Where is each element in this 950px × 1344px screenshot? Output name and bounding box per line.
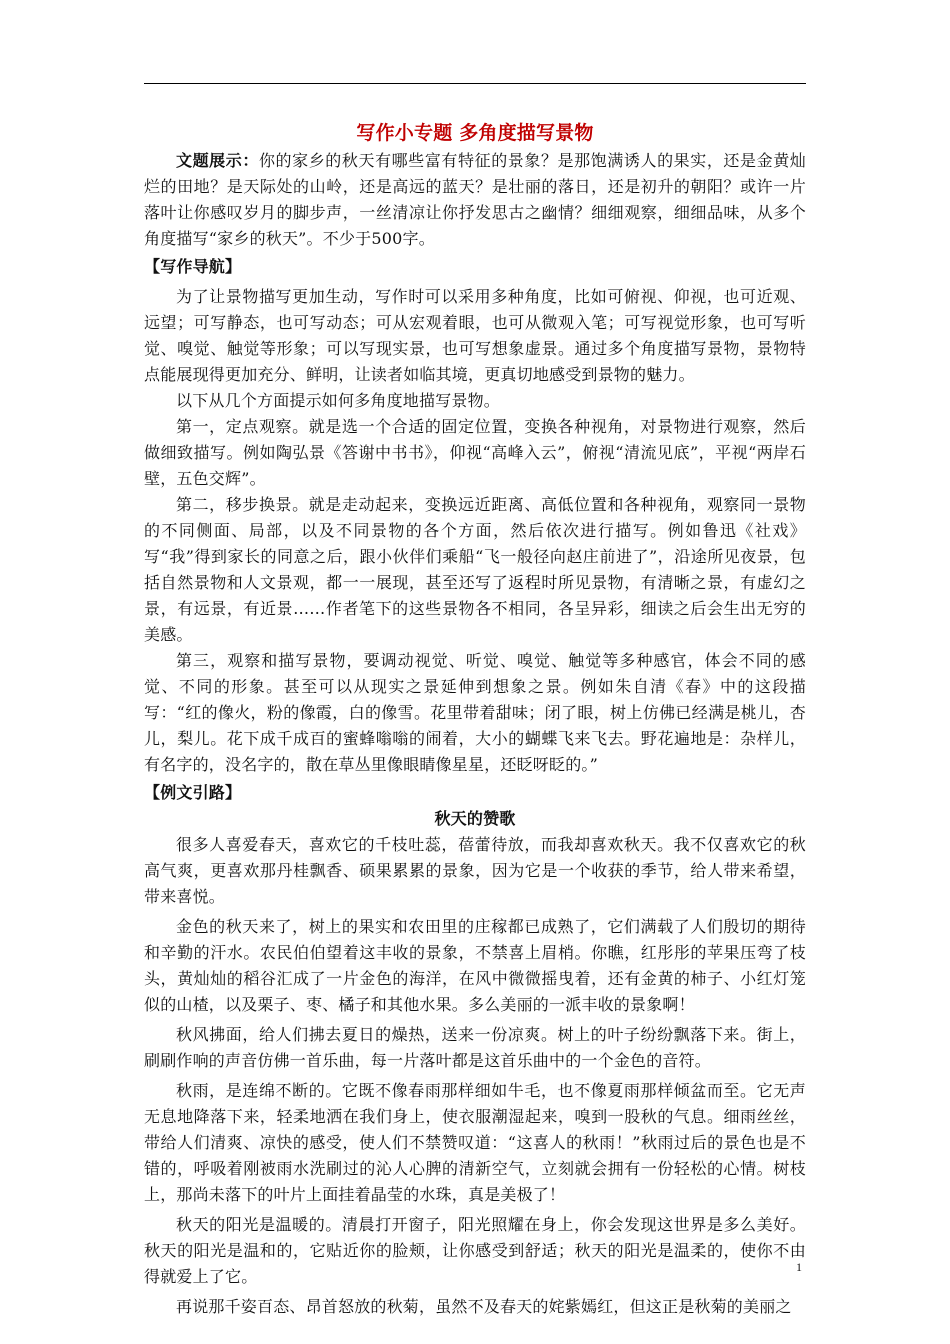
header-rule [144, 83, 806, 84]
essay-paragraph: 秋风拂面，给人们拂去夏日的燥热，送来一份凉爽。树上的叶子纷纷飘落下来。街上，刷刷作响的声音仿佛一首乐曲，每一片落叶都是这首乐曲中的一个金色的音符。 [144, 1025, 806, 1070]
essay-paragraph: 秋雨，是连绵不断的。它既不像春雨那样细如牛毛，也不像夏雨那样倾盆而至。它无声无息地降落下来，轻柔地洒在我们身上，使衣服潮湿起来，嗅到一股秋的气息。细雨丝丝，带给人们清爽、凉快的感受，使人们不禁赞叹道：“这喜人的秋雨！”秋雨过后的景色也是不错的，呼吸着刚被雨水洗刷过的沁人心脾的清新空气，立刻就会拥有一份轻松的心情。树枝上，那尚未落下的叶片上面挂着晶莹的水珠，真是美极了！ [144, 1081, 806, 1204]
document-title: 写作小专题 多角度描写景物 [356, 122, 594, 144]
essay-paragraph: 很多人喜爱春天，喜欢它的千枝吐蕊，蓓蕾待放，而我却喜欢秋天。我不仅喜欢它的秋高气爽，更喜欢那丹桂飘香、硕果累累的景象，因为它是一个收获的季节，给人带来希望，带来喜悦。 [144, 835, 806, 906]
essay-title: 秋天的赞歌 [434, 809, 516, 828]
prompt-paragraph [144, 148, 806, 252]
guide-paragraph: 第一，定点观察。就是选一个合适的固定位置，变换各种视角，对景物进行观察，然后做细致描写。例如陶弘景《答谢中书书》，仰视“高峰入云”，俯视“清流见底”，平视“两岸石壁，五色交辉”。 [144, 417, 806, 488]
guide-heading: 【写作导航】 [144, 257, 242, 276]
page-number: 1 [796, 1260, 802, 1274]
essay-paragraph: 再说那千姿百态、昂首怒放的秋菊，虽然不及春天的姹紫嫣红，但这正是秋菊的美丽之 [176, 1297, 792, 1316]
essay-paragraph: 金色的秋天来了，树上的果实和农田里的庄稼都已成熟了，它们满载了人们殷切的期待和辛勤的汗水。农民伯伯望着这丰收的景象，不禁喜上眉梢。你瞧，红彤彤的苹果压弯了枝头，黄灿灿的稻谷汇成了一片金色的海洋，在风中微微摇曳着，还有金黄的柿子、小红灯笼似的山楂，以及栗子、枣、橘子和其他水果。多么美丽的一派丰收的景象啊！ [144, 917, 806, 1014]
prompt-label: 文题展示： [176, 151, 259, 170]
essay-paragraph: 秋天的阳光是温暖的。清晨打开窗子，阳光照耀在身上，你会发现这世界是多么美好。秋天的阳光是温和的，它贴近你的脸颊，让你感受到舒适；秋天的阳光是温柔的，使你不由得就爱上了它。 [144, 1215, 806, 1286]
example-heading: 【例文引路】 [144, 783, 242, 802]
guide-paragraph: 第二，移步换景。就是走动起来，变换远近距离、高低位置和各种视角，观察同一景物的不同侧面、局部，以及不同景物的各个方面，然后依次进行描写。例如鲁迅《社戏》写“我”得到家长的同意之后，跟小伙伴们乘船“飞一般径向赵庄前进了”，沿途所见夜景，包括自然景物和人文景观，都一一展现，甚至还写了返程时所见景物，有清晰之景，有虚幻之景，有远景，有近景……作者笔下的这些景物各不相同，各呈异彩，细读之后会生出无穷的美感。 [144, 495, 806, 644]
guide-paragraph: 以下从几个方面提示如何多角度地描写景物。 [176, 391, 501, 410]
guide-paragraph: 为了让景物描写更加生动，写作时可以采用多种角度，比如可俯视、仰视，也可近观、远望；可写静态，也可写动态；可从宏观着眼，也可从微观入笔；可写视觉形象，也可写听觉、嗅觉、触觉等形象；可以写现实景，也可写想象虚景。通过多个角度描写景物，景物特点能展现得更加充分、鲜明，让读者如临其境，更真切地感受到景物的魅力。 [144, 287, 806, 384]
guide-paragraph: 第三，观察和描写景物，要调动视觉、听觉、嗅觉、触觉等多种感官，体会不同的感觉、不同的形象。甚至可以从现实之景延伸到想象之景。例如朱自清《春》中的这段描写：“红的像火，粉的像霞，白的像雪。花里带着甜味；闭了眼，树上仿佛已经满是桃儿，杏儿，梨儿。花下成千成百的蜜蜂嗡嗡的闹着，大小的蝴蝶飞来飞去。野花遍地是：杂样儿，有名字的，没名字的，散在草丛里像眼睛像星星，还眨呀眨的。” [144, 651, 806, 774]
prompt-text: 你的家乡的秋天有哪些富有特征的景象？是那饱满诱人的果实，还是金黄灿烂的田地？是天际处的山岭，还是高远的蓝天？是壮丽的落日，还是初升的朝阳？或许一片落叶让你感叹岁月的脚步声，一丝清凉让你抒发思古之幽情？细细观察，细细品味，从多个角度描写“家乡的秋天”。不少于500字。 [144, 151, 806, 248]
document-body [144, 118, 806, 1320]
